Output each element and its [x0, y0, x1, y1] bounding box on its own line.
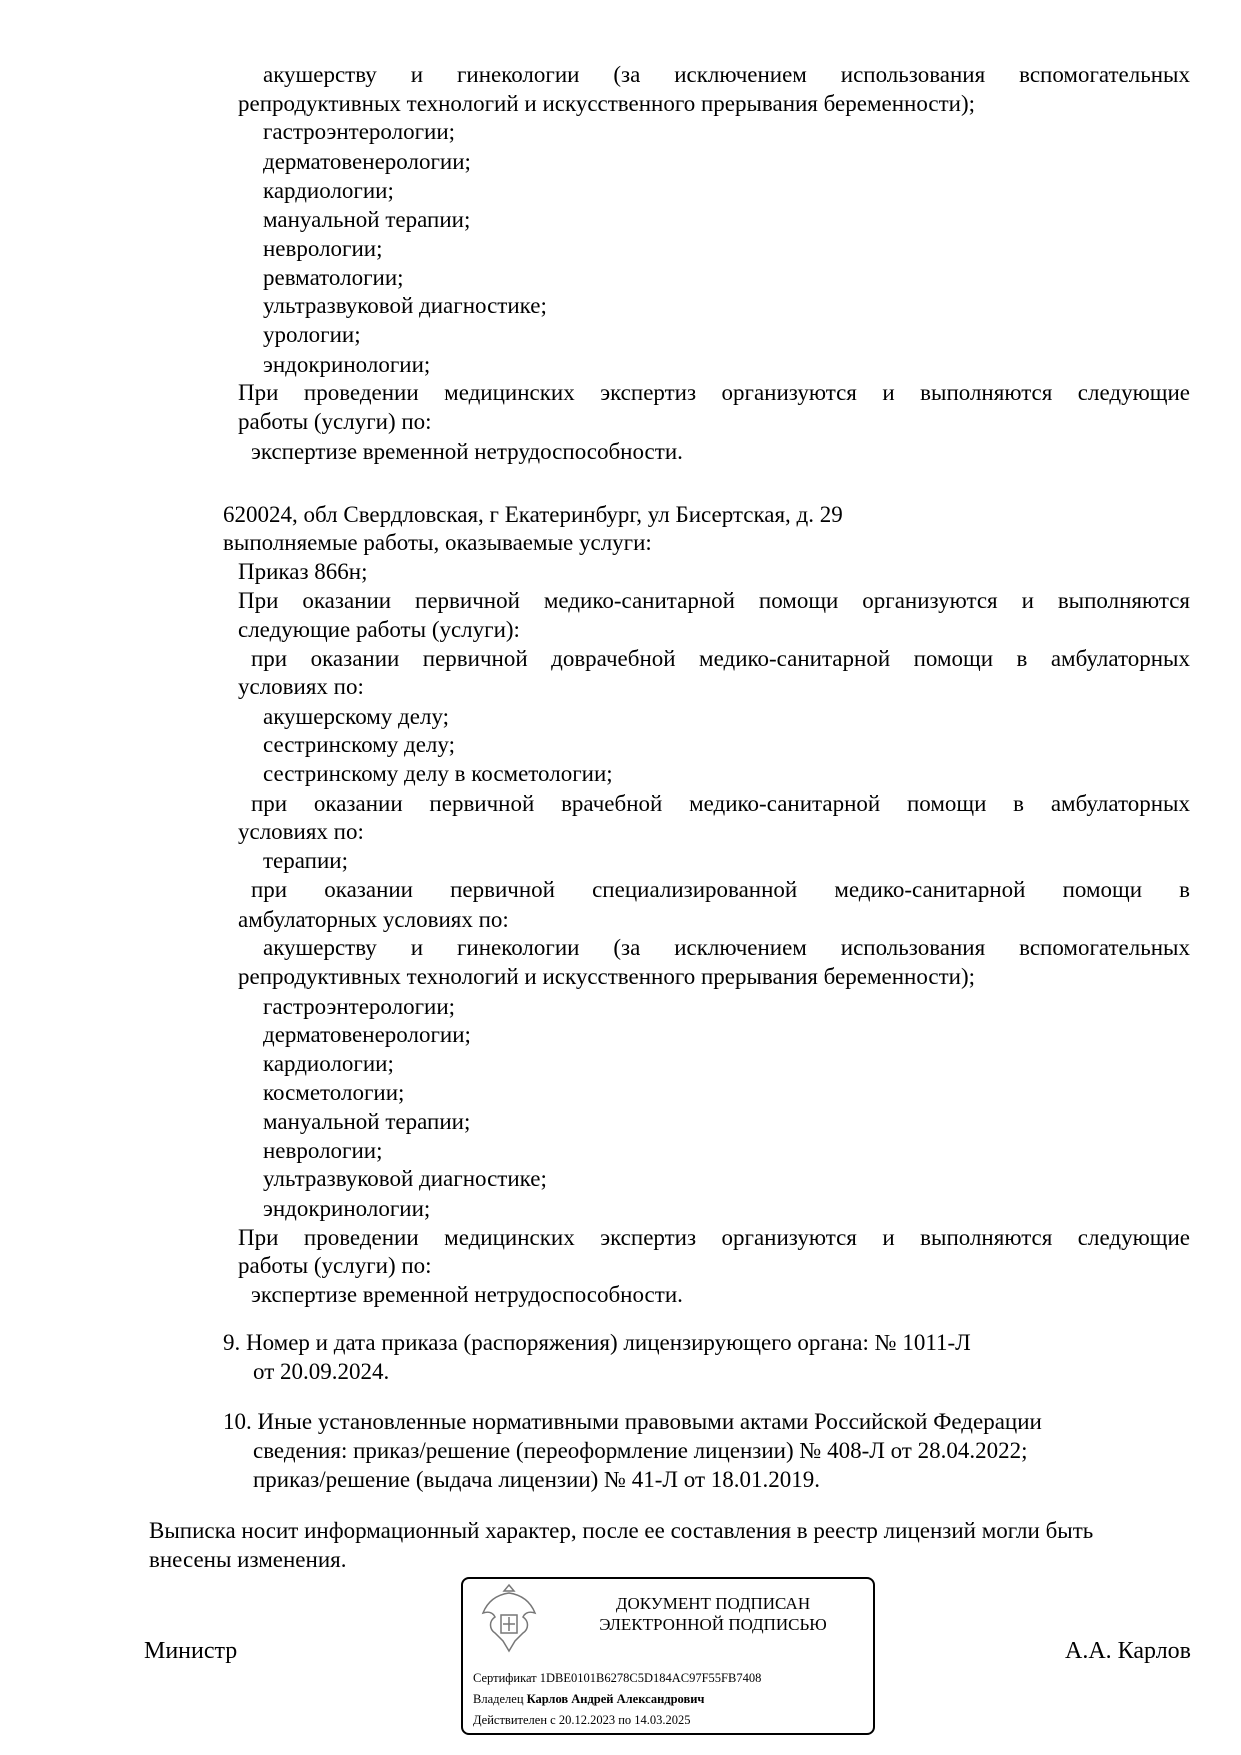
- owner-value: Карлов Андрей Александрович: [526, 1692, 705, 1706]
- text-line: неврологии;: [263, 1138, 383, 1164]
- text-line: репродуктивных технологий и искусственного прерывания беременности);: [238, 91, 976, 117]
- text-line: неврологии;: [263, 235, 383, 261]
- text-line: 620024, обл Свердловская, г Екатеринбург, ул Бисертская, д. 29: [223, 501, 843, 527]
- text-line: ультразвуковой диагностике;: [263, 293, 547, 319]
- text-line: мануальной терапии;: [263, 1108, 471, 1134]
- text-line: При оказании первичной медико-санитарной помощи организуются и выполняются: [238, 587, 1190, 613]
- text-line: акушерскому делу;: [263, 703, 450, 729]
- stamp-title-line: ЭЛЕКТРОННОЙ ПОДПИСЬЮ: [599, 1615, 827, 1634]
- text-line: экспертизе временной нетрудоспособности.: [251, 438, 683, 464]
- text-line: следующие работы (услуги):: [238, 616, 520, 642]
- text-line: кардиологии;: [263, 178, 394, 204]
- text-line: условиях по:: [238, 818, 364, 844]
- text-line: акушерству и гинекологии (за исключением использования вспомогательных: [263, 934, 1190, 960]
- text-line: гастроэнтерологии;: [263, 993, 456, 1019]
- text-line: условиях по:: [238, 674, 364, 700]
- text-line: мануальной терапии;: [263, 207, 471, 233]
- text-line: сестринскому делу;: [263, 731, 455, 757]
- text-line: терапии;: [263, 848, 348, 874]
- text-line: При проведении медицинских экспертиз организуются и выполняются следующие: [238, 1224, 1190, 1250]
- stamp-title: [563, 1593, 863, 1635]
- owner-row: [473, 1692, 705, 1707]
- text-line: приказ/решение (выдача лицензии) № 41-Л от 18.01.2019.: [253, 1467, 820, 1493]
- text-line: амбулаторных условиях по:: [238, 906, 509, 932]
- text-line: работы (услуги) по:: [238, 409, 432, 435]
- text-line: сестринскому делу в косметологии;: [263, 761, 613, 787]
- signer-position: Министр: [144, 1638, 238, 1664]
- text-line: дерматовенерологии;: [263, 1021, 471, 1047]
- validity-row: [473, 1713, 691, 1728]
- electronic-signature-stamp: [461, 1577, 875, 1735]
- text-line: при оказании первичной специализированной медико-санитарной помощи в: [251, 877, 1190, 903]
- owner-label: Владелец: [473, 1692, 524, 1706]
- text-line: 10. Иные установленные нормативными правовыми актами Российской Федерации: [223, 1408, 1042, 1434]
- text-line: Выписка носит информационный характер, после ее составления в реестр лицензий могли быть: [149, 1518, 1094, 1544]
- text-line: кардиологии;: [263, 1051, 394, 1077]
- text-line: при оказании первичной доврачебной медико-санитарной помощи в амбулаторных: [251, 646, 1190, 672]
- certificate-label: Сертификат: [473, 1671, 537, 1685]
- text-line: от 20.09.2024.: [253, 1359, 390, 1385]
- text-line: акушерству и гинекологии (за исключением использования вспомогательных: [263, 61, 1190, 87]
- text-line: экспертизе временной нетрудоспособности.: [251, 1282, 683, 1308]
- coat-of-arms-icon: [477, 1581, 541, 1655]
- validity-label: Действителен: [473, 1713, 548, 1727]
- text-line: при оказании первичной врачебной медико-санитарной помощи в амбулаторных: [251, 790, 1190, 816]
- text-line: урологии;: [263, 322, 361, 348]
- text-line: репродуктивных технологий и искусственного прерывания беременности);: [238, 964, 976, 990]
- text-line: косметологии;: [263, 1080, 405, 1106]
- text-line: ревматологии;: [263, 264, 404, 290]
- stamp-title-line: ДОКУМЕНТ ПОДПИСАН: [615, 1594, 811, 1613]
- text-line: внесены изменения.: [149, 1547, 347, 1573]
- text-line: гастроэнтерологии;: [263, 119, 456, 145]
- text-line: эндокринологии;: [263, 1195, 431, 1221]
- text-line: ультразвуковой диагностике;: [263, 1166, 547, 1192]
- text-line: сведения: приказ/решение (переоформление лицензии) № 408-Л от 28.04.2022;: [253, 1438, 1028, 1464]
- text-line: При проведении медицинских экспертиз организуются и выполняются следующие: [238, 380, 1190, 405]
- text-line: работы (услуги) по:: [238, 1253, 432, 1279]
- text-line: Приказ 866н;: [238, 559, 368, 585]
- certificate-value: 1DBE0101B6278C5D184AC97F55FB7408: [539, 1671, 762, 1685]
- text-line: выполняемые работы, оказываемые услуги:: [223, 530, 652, 556]
- text-line: эндокринологии;: [263, 351, 431, 377]
- signer-name: А.А. Карлов: [1065, 1638, 1191, 1664]
- text-line: 9. Номер и дата приказа (распоряжения) лицензирующего органа: № 1011-Л: [223, 1329, 971, 1355]
- text-line: дерматовенерологии;: [263, 148, 471, 174]
- validity-value: с 20.12.2023 по 14.03.2025: [550, 1713, 691, 1727]
- certificate-row: [473, 1671, 761, 1686]
